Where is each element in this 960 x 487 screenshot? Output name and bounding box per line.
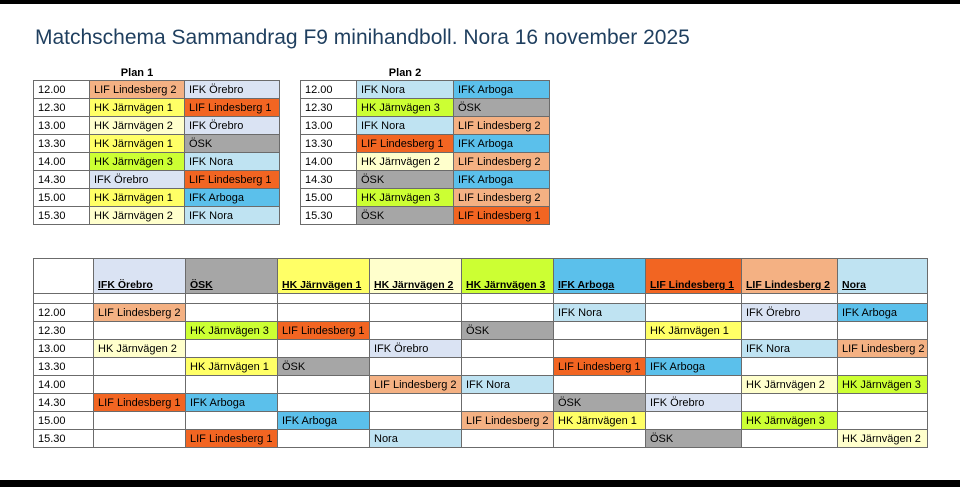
empty-cell bbox=[370, 304, 462, 322]
schedule-row bbox=[34, 358, 928, 376]
empty-cell bbox=[94, 376, 186, 394]
opponent-cell: LIF Lindesberg 2 bbox=[370, 376, 462, 394]
empty-cell bbox=[554, 430, 646, 448]
away-team: IFK Nora bbox=[185, 207, 280, 225]
schedule-time: 12.30 bbox=[34, 322, 94, 340]
team-column-header: IFK Örebro bbox=[94, 259, 186, 294]
away-team: IFK Örebro bbox=[185, 117, 280, 135]
home-team: HK Järnvägen 2 bbox=[357, 153, 454, 171]
empty-cell bbox=[646, 340, 742, 358]
empty-cell bbox=[646, 304, 742, 322]
away-team: LIF Lindesberg 2 bbox=[454, 117, 550, 135]
match-row bbox=[301, 135, 550, 153]
empty-cell bbox=[742, 430, 838, 448]
empty-cell bbox=[462, 294, 554, 304]
empty-cell bbox=[278, 340, 370, 358]
opponent-cell: ÖSK bbox=[646, 430, 742, 448]
empty-cell bbox=[186, 304, 278, 322]
empty-cell bbox=[186, 376, 278, 394]
opponent-cell: HK Järnvägen 1 bbox=[646, 322, 742, 340]
opponent-cell: HK Järnvägen 1 bbox=[186, 358, 278, 376]
empty-cell bbox=[554, 340, 646, 358]
plan-1-away-header bbox=[185, 66, 280, 81]
empty-cell bbox=[646, 376, 742, 394]
home-team: HK Järnvägen 1 bbox=[90, 189, 185, 207]
schedule-row bbox=[34, 304, 928, 322]
opponent-cell: HK Järnvägen 2 bbox=[838, 430, 928, 448]
home-team: IFK Örebro bbox=[90, 171, 185, 189]
opponent-cell: HK Järnvägen 2 bbox=[94, 340, 186, 358]
opponent-cell: HK Järnvägen 3 bbox=[186, 322, 278, 340]
match-time: 14.00 bbox=[34, 153, 90, 171]
schedule-row bbox=[34, 412, 928, 430]
match-row bbox=[34, 207, 280, 225]
opponent-cell: LIF Lindesberg 1 bbox=[94, 394, 186, 412]
match-time: 13.00 bbox=[34, 117, 90, 135]
team-column-header: ÖSK bbox=[186, 259, 278, 294]
schedule-row bbox=[34, 394, 928, 412]
empty-cell bbox=[278, 394, 370, 412]
team-column-header: IFK Arboga bbox=[554, 259, 646, 294]
match-time: 14.30 bbox=[301, 171, 357, 189]
empty-cell bbox=[278, 304, 370, 322]
empty-cell bbox=[742, 394, 838, 412]
time-column-header bbox=[34, 259, 94, 294]
schedule-row bbox=[34, 322, 928, 340]
schedule-time: 14.30 bbox=[34, 394, 94, 412]
match-time: 14.00 bbox=[301, 153, 357, 171]
match-time: 12.30 bbox=[34, 99, 90, 117]
opponent-cell: ÖSK bbox=[278, 358, 370, 376]
home-team: HK Järnvägen 1 bbox=[90, 99, 185, 117]
empty-cell bbox=[462, 304, 554, 322]
away-team: IFK Arboga bbox=[185, 189, 280, 207]
match-row bbox=[301, 99, 550, 117]
home-team: HK Järnvägen 2 bbox=[90, 117, 185, 135]
match-row bbox=[34, 189, 280, 207]
opponent-cell: LIF Lindesberg 1 bbox=[554, 358, 646, 376]
match-time: 13.30 bbox=[301, 135, 357, 153]
empty-cell bbox=[646, 412, 742, 430]
away-team: LIF Lindesberg 1 bbox=[185, 99, 280, 117]
opponent-cell: LIF Lindesberg 1 bbox=[278, 322, 370, 340]
opponent-cell: IFK Örebro bbox=[742, 304, 838, 322]
away-team: ÖSK bbox=[185, 135, 280, 153]
opponent-cell: HK Järnvägen 2 bbox=[742, 376, 838, 394]
match-time: 15.00 bbox=[34, 189, 90, 207]
away-team: IFK Arboga bbox=[454, 171, 550, 189]
match-row bbox=[301, 207, 550, 225]
schedule-time: 15.30 bbox=[34, 430, 94, 448]
empty-cell bbox=[186, 412, 278, 430]
opponent-cell: ÖSK bbox=[462, 322, 554, 340]
away-team: IFK Nora bbox=[185, 153, 280, 171]
match-time: 15.30 bbox=[34, 207, 90, 225]
match-time: 15.30 bbox=[301, 207, 357, 225]
away-team: IFK Arboga bbox=[454, 81, 550, 99]
match-row bbox=[34, 171, 280, 189]
opponent-cell: HK Järnvägen 1 bbox=[554, 412, 646, 430]
home-team: HK Järnvägen 2 bbox=[90, 207, 185, 225]
empty-cell bbox=[94, 294, 186, 304]
empty-cell bbox=[94, 358, 186, 376]
empty-cell bbox=[554, 322, 646, 340]
home-team: HK Järnvägen 3 bbox=[357, 189, 454, 207]
home-team: ÖSK bbox=[357, 207, 454, 225]
opponent-cell: LIF Lindesberg 2 bbox=[94, 304, 186, 322]
match-time: 13.30 bbox=[34, 135, 90, 153]
home-team: IFK Nora bbox=[357, 81, 454, 99]
match-time: 12.00 bbox=[301, 81, 357, 99]
empty-cell bbox=[278, 376, 370, 394]
plan-2-body bbox=[301, 81, 550, 225]
empty-cell bbox=[186, 340, 278, 358]
schedule-time: 12.00 bbox=[34, 304, 94, 322]
empty-cell bbox=[278, 430, 370, 448]
match-row bbox=[301, 153, 550, 171]
empty-cell bbox=[462, 358, 554, 376]
empty-cell bbox=[186, 294, 278, 304]
away-team: ÖSK bbox=[454, 99, 550, 117]
empty-cell bbox=[370, 394, 462, 412]
empty-cell bbox=[94, 322, 186, 340]
schedule-time: 13.00 bbox=[34, 340, 94, 358]
match-row bbox=[301, 189, 550, 207]
home-team: HK Järnvägen 3 bbox=[357, 99, 454, 117]
plan-2-away-header bbox=[454, 66, 550, 81]
match-row bbox=[34, 135, 280, 153]
away-team: LIF Lindesberg 2 bbox=[454, 189, 550, 207]
empty-cell bbox=[646, 294, 742, 304]
match-row bbox=[34, 99, 280, 117]
team-schedule-body bbox=[34, 294, 928, 448]
match-row bbox=[34, 81, 280, 99]
plan-2-header: Plan 2 bbox=[388, 67, 422, 79]
match-row bbox=[301, 117, 550, 135]
home-team: HK Järnvägen 1 bbox=[90, 135, 185, 153]
match-time: 15.00 bbox=[301, 189, 357, 207]
team-column-header: LIF Lindesberg 1 bbox=[646, 259, 742, 294]
team-column-header: LIF Lindesberg 2 bbox=[742, 259, 838, 294]
opponent-cell: IFK Nora bbox=[462, 376, 554, 394]
match-row bbox=[34, 117, 280, 135]
match-row bbox=[301, 171, 550, 189]
opponent-cell: ÖSK bbox=[554, 394, 646, 412]
home-team: ÖSK bbox=[357, 171, 454, 189]
empty-cell bbox=[462, 340, 554, 358]
empty-cell bbox=[742, 294, 838, 304]
opponent-cell: IFK Arboga bbox=[186, 394, 278, 412]
match-time: 14.30 bbox=[34, 171, 90, 189]
away-team: LIF Lindesberg 2 bbox=[454, 153, 550, 171]
schedule-time: 13.30 bbox=[34, 358, 94, 376]
opponent-cell: LIF Lindesberg 1 bbox=[186, 430, 278, 448]
empty-cell bbox=[34, 294, 94, 304]
plan-1-table bbox=[33, 66, 280, 225]
empty-cell bbox=[370, 322, 462, 340]
team-header-row bbox=[34, 259, 928, 294]
empty-cell bbox=[370, 358, 462, 376]
away-team: IFK Örebro bbox=[185, 81, 280, 99]
empty-cell bbox=[370, 294, 462, 304]
match-row bbox=[34, 153, 280, 171]
empty-cell bbox=[838, 322, 928, 340]
opponent-cell: IFK Örebro bbox=[646, 394, 742, 412]
opponent-cell: Nora bbox=[370, 430, 462, 448]
empty-cell bbox=[462, 394, 554, 412]
opponent-cell: HK Järnvägen 3 bbox=[742, 412, 838, 430]
match-row bbox=[301, 81, 550, 99]
opponent-cell: IFK Arboga bbox=[838, 304, 928, 322]
empty-cell bbox=[554, 294, 646, 304]
match-time: 12.00 bbox=[34, 81, 90, 99]
plan-1-body bbox=[34, 81, 280, 225]
empty-cell bbox=[838, 358, 928, 376]
empty-cell bbox=[94, 430, 186, 448]
home-team: HK Järnvägen 3 bbox=[90, 153, 185, 171]
opponent-cell: IFK Nora bbox=[742, 340, 838, 358]
empty-cell bbox=[462, 430, 554, 448]
plan-2-table bbox=[300, 66, 550, 225]
empty-cell bbox=[838, 294, 928, 304]
empty-cell bbox=[278, 294, 370, 304]
opponent-cell: IFK Örebro bbox=[370, 340, 462, 358]
empty-cell bbox=[742, 322, 838, 340]
plan-1-header: Plan 1 bbox=[120, 67, 154, 79]
home-team: LIF Lindesberg 2 bbox=[90, 81, 185, 99]
opponent-cell: LIF Lindesberg 2 bbox=[838, 340, 928, 358]
opponent-cell: IFK Nora bbox=[554, 304, 646, 322]
schedule-row bbox=[34, 376, 928, 394]
opponent-cell: IFK Arboga bbox=[278, 412, 370, 430]
spacer-row bbox=[34, 294, 928, 304]
team-schedule-table bbox=[33, 258, 928, 448]
empty-cell bbox=[370, 412, 462, 430]
match-time: 12.30 bbox=[301, 99, 357, 117]
schedule-row bbox=[34, 430, 928, 448]
opponent-cell: IFK Arboga bbox=[646, 358, 742, 376]
schedule-time: 14.00 bbox=[34, 376, 94, 394]
team-column-header: HK Järnvägen 3 bbox=[462, 259, 554, 294]
away-team: IFK Arboga bbox=[454, 135, 550, 153]
empty-cell bbox=[554, 376, 646, 394]
plan-1-time-header bbox=[34, 66, 90, 81]
empty-cell bbox=[838, 394, 928, 412]
empty-cell bbox=[838, 412, 928, 430]
empty-cell bbox=[94, 412, 186, 430]
team-column-header: HK Järnvägen 2 bbox=[370, 259, 462, 294]
team-column-header: HK Järnvägen 1 bbox=[278, 259, 370, 294]
document-page bbox=[0, 4, 960, 480]
plan-2-time-header bbox=[301, 66, 357, 81]
schedule-row bbox=[34, 340, 928, 358]
home-team: IFK Nora bbox=[357, 117, 454, 135]
match-time: 13.00 bbox=[301, 117, 357, 135]
schedule-time: 15.00 bbox=[34, 412, 94, 430]
empty-cell bbox=[742, 358, 838, 376]
page-title: Matchschema Sammandrag F9 minihandboll. Nora 16 november 2025 bbox=[35, 26, 690, 49]
team-column-header: Nora bbox=[838, 259, 928, 294]
away-team: LIF Lindesberg 1 bbox=[185, 171, 280, 189]
opponent-cell: HK Järnvägen 3 bbox=[838, 376, 928, 394]
home-team: LIF Lindesberg 1 bbox=[357, 135, 454, 153]
away-team: LIF Lindesberg 1 bbox=[454, 207, 550, 225]
opponent-cell: LIF Lindesberg 2 bbox=[462, 412, 554, 430]
